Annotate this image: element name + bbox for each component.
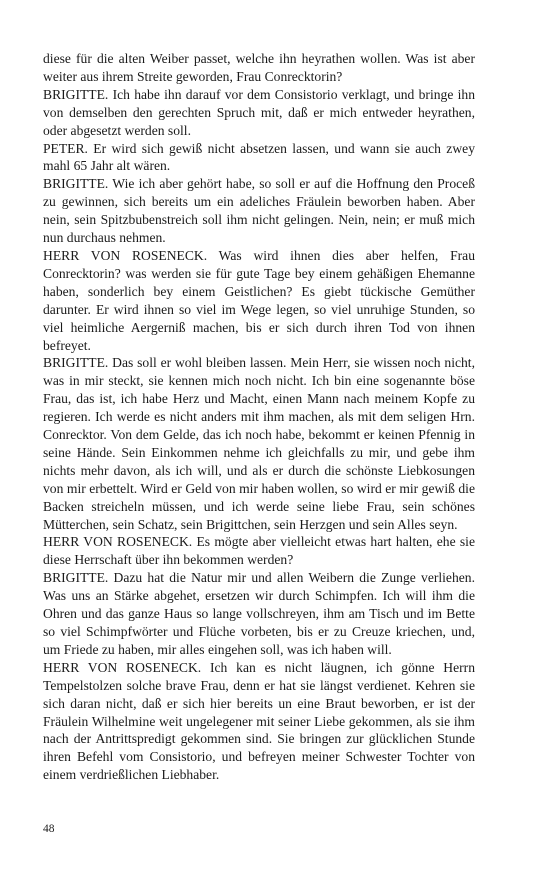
paragraph-8: BRIGITTE. Dazu hat die Natur mir und allen Weibern die Zunge verliehen. Was uns an Stärke abgehet, ersetzen wir durch Schimpfen. Ich will ihm die Ohren und das ganze Haus so lange vollschreyen, ihm am Tisch und im Bette so viel Schimpfwörter und Flüche vorbeten, bis er zu Creuze kriechen, und, um Friede zu haben, mir alles eingehen soll, was ich haben will. <box>43 570 475 657</box>
paragraph-4: BRIGITTE. Wie ich aber gehört habe, so soll er auf die Hoffnung den Proceß zu gewinnen, sich bereits um ein adeliches Fräulein beworben haben. Aber nein, sein Spitzbubenstreich soll ihm nicht gelingen. Nein, nein; er muß mich nun durchaus nehmen. <box>43 176 475 246</box>
paragraph-1: diese für die alten Weiber passet, welche ihn heyrathen wollen. Was ist aber weiter aus ihrem Streite geworden, Frau Conrecktorin? <box>43 51 475 84</box>
paragraph-6: BRIGITTE. Das soll er wohl bleiben lassen. Mein Herr, sie wissen noch nicht, was in mir steckt, sie kennen mich noch nicht. Ich bin eine sogenannte böse Frau, das ist, ich habe Herz und Macht, einen Mann nach meinem Kopfe zu regieren. Ich werde es nicht anders mit ihm machen, als mit dem seligen Hrn. Conrecktor. Von dem Gelde, das ich noch habe, bekommt er keinen Pfennig in seine Hände. Sein Einkommen nehme ich gleichfalls zu mir, und gebe ihm nichts mehr davon, als ich will, und als er durch die schönste Liebkosungen von mir erbettelt. Wird er Geld von mir haben wollen, so wird er mir gewiß die Backen streicheln müssen, und ich werde seine liebe Frau, sein schönes Mütterchen, sein Schatz, sein Brigittchen, sein Herzgen und sein Alles seyn. <box>43 355 475 532</box>
paragraph-9: HERR VON ROSENECK. Ich kan es nicht läugnen, ich gönne Herrn Tempelstolzen solche brave Frau, denn er hat sie längst verdienet. Kehren sie sich daran nicht, daß er sich hier bereits un eine Braut beworben, er ist der Fräulein Wilhelmine weit ungelegener mit seiner Liebe gekommen, als sie ihm nach der Antrittspredigt gekommen sind. Sie bringen zur glücklichen Stunde ihren Befehl vom Consistorio, und befreyen meiner Schwester Tochter von einem verdrießlichen Liebhaber. <box>43 659 475 783</box>
page-number: 48 <box>43 823 55 835</box>
paragraph-7: HERR VON ROSENECK. Es mögte aber vielleicht etwas hart halten, ehe sie diese Herrschaft über ihn bekommen werden? <box>43 534 475 568</box>
paragraph-5: HERR VON ROSENECK. Was wird ihnen dies aber helfen, Frau Conrecktorin? was werden sie für gute Tage bey einem gehäßigen Ehemanne haben, sonderlich bey einem Geistlichen? Es giebt tückische Gemüther darunter. Er wird ihnen so viel im Wege legen, so viel unruhige Stunden, so viel heimliche Aergerniß machen, bis er sich durch ihren Tod von ihnen befreyet. <box>43 247 475 353</box>
paragraph-2: BRIGITTE. Ich habe ihn darauf vor dem Consistorio verklagt, und bringe ihn von demselben den gerechten Spruch mit, daß er mich entweder heyrathen, oder abgesetzt werden soll. <box>43 86 475 138</box>
page-body <box>43 50 475 784</box>
paragraph-3: PETER. Er wird sich gewiß nicht absetzen lassen, und wann sie auch zwey mahl 65 Jahr alt wären. <box>43 140 475 174</box>
